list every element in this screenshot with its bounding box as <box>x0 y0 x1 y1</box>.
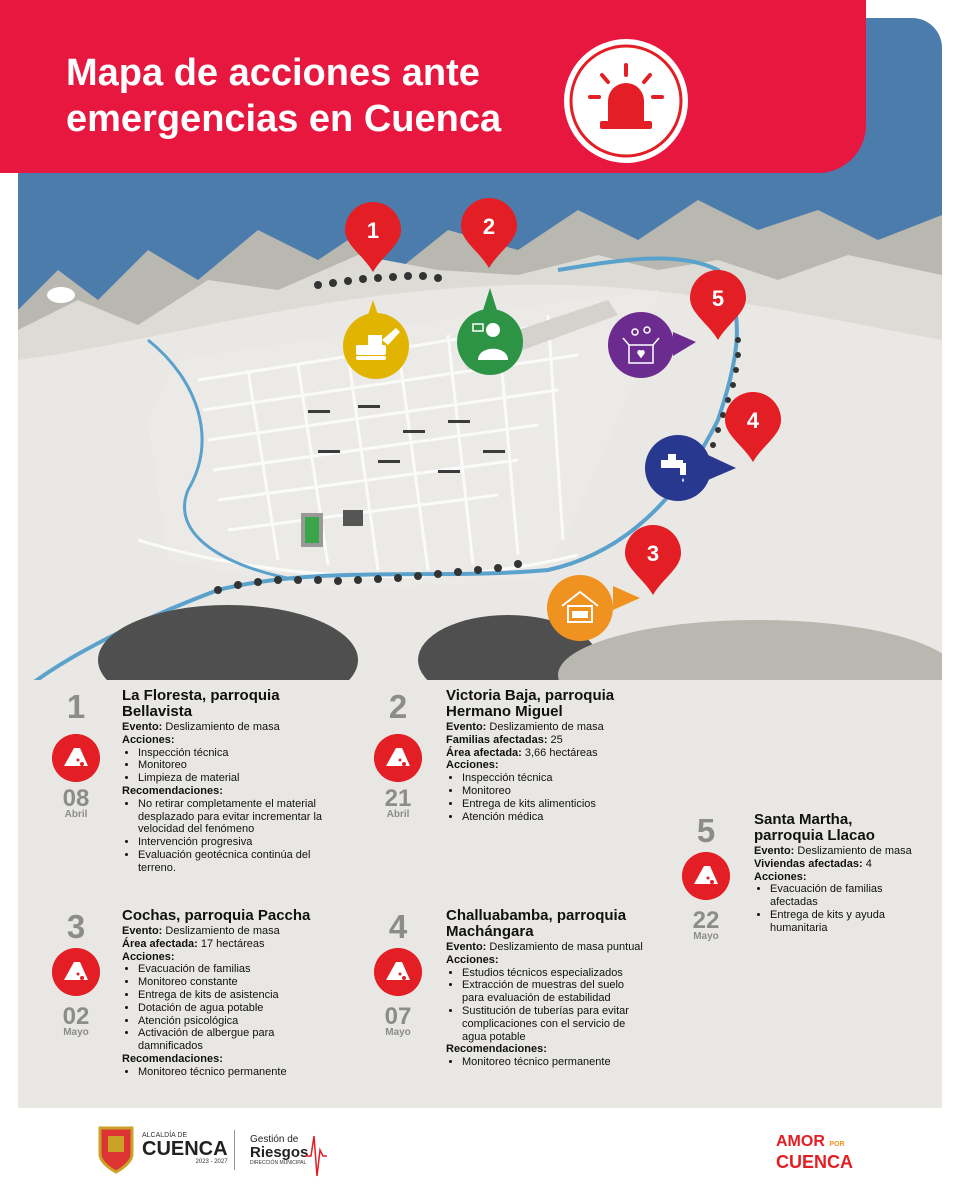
recomendaciones-list <box>446 1056 646 1069</box>
event-day: 07 <box>384 1003 412 1030</box>
event-title: La Floresta, parroquia Bellavista <box>122 687 280 720</box>
recomendaciones-label: Recomendaciones: <box>122 784 223 797</box>
event-line: Evento: Deslizamiento de masa <box>446 721 604 733</box>
alcaldia-small: ALCALDÍA DE <box>142 1132 188 1139</box>
event-number: 1 <box>66 688 86 725</box>
acciones-label: Acciones: <box>122 733 175 746</box>
landslide-icon <box>682 852 730 900</box>
event-line: Área afectada: 17 hectáreas <box>122 937 265 950</box>
list-item: • Monitoreo <box>462 785 646 798</box>
event-line: Evento: Deslizamiento de masa <box>122 925 280 937</box>
event-details <box>122 908 322 1079</box>
page-title: Mapa de acciones ante emergencias en Cuenca <box>66 52 502 140</box>
event-line: Área afectada: 3,66 hectáreas <box>446 746 598 759</box>
recomendaciones-list <box>122 798 337 875</box>
event-title: Challuabamba, parroquia Machángara <box>446 907 627 940</box>
event-number: 2 <box>388 688 408 725</box>
siren-icon <box>562 37 690 165</box>
event-day: 02 <box>62 1003 90 1030</box>
pin-4-number: 4 <box>746 408 760 433</box>
list-item: • Atención médica <box>462 811 646 824</box>
event-number: 5 <box>696 812 716 849</box>
acciones-list <box>754 883 924 934</box>
alcaldia-name: CUENCA <box>142 1138 228 1160</box>
recomendaciones-label: Recomendaciones: <box>122 1052 223 1065</box>
list-item: • Entrega de kits y ayuda humanitaria <box>770 909 924 935</box>
event-details <box>754 812 924 935</box>
list-item: • Atención psicológica <box>138 1015 322 1028</box>
event-details <box>446 688 646 823</box>
recomendaciones-list <box>122 1066 322 1079</box>
list-item: • Limpieza de material <box>138 772 337 785</box>
pin-3-number: 3 <box>646 541 660 566</box>
acciones-label: Acciones: <box>122 950 175 963</box>
landslide-icon <box>374 734 422 782</box>
amor-line1: AMOR <box>776 1133 825 1150</box>
event-month: Abril <box>64 809 88 820</box>
list-item: • Monitoreo técnico permanente <box>138 1066 322 1079</box>
coat-of-arms-icon <box>96 1124 136 1174</box>
event-line: Familias afectadas: 25 <box>446 733 563 746</box>
riesgos-line3: DIRECCIÓN MUNICIPAL <box>250 1160 307 1166</box>
acciones-label: Acciones: <box>446 953 499 966</box>
event-line: Viviendas afectadas: 4 <box>754 857 872 870</box>
amor-por: POR <box>829 1141 845 1148</box>
event-title: Cochas, parroquia Paccha <box>122 907 311 924</box>
list-item: • Monitoreo constante <box>138 976 322 989</box>
amor-por-cuenca-logo <box>776 1134 853 1171</box>
event-number: 4 <box>388 908 408 945</box>
alcaldia-logo <box>142 1132 228 1165</box>
recomendaciones-label: Recomendaciones: <box>446 1043 547 1056</box>
event-number: 3 <box>66 908 86 945</box>
list-item: • Monitoreo <box>138 759 337 772</box>
landslide-icon <box>52 948 100 996</box>
stadium <box>303 515 321 545</box>
event-month: Mayo <box>63 1027 89 1038</box>
event-line: Evento: Deslizamiento de masa <box>122 721 280 733</box>
acciones-label: Acciones: <box>446 759 499 772</box>
event-month: Abril <box>386 809 410 820</box>
landslide-icon <box>52 734 100 782</box>
list-item: • Evacuación de familias afectadas <box>770 883 924 909</box>
event-day: 22 <box>692 907 720 934</box>
event-details <box>446 908 646 1069</box>
event-day: 21 <box>384 785 412 812</box>
list-item: • Inspección técnica <box>138 747 337 760</box>
list-item: • Dotación de agua potable <box>138 1002 322 1015</box>
list-item: • Evacuación de familias <box>138 963 322 976</box>
list-item: • Entrega de kits de asistencia <box>138 989 322 1002</box>
list-item: • Extracción de muestras del suelo para evaluación de estabilidad <box>462 979 646 1005</box>
event-details <box>122 688 337 875</box>
riesgos-line2: Riesgos <box>250 1144 309 1161</box>
event-line: Evento: Deslizamiento de masa <box>754 845 912 857</box>
footer-divider <box>234 1130 235 1170</box>
event-month: Mayo <box>693 931 719 942</box>
acciones-label: Acciones: <box>754 870 807 883</box>
pulse-icon <box>305 1132 327 1180</box>
acciones-list <box>446 772 646 823</box>
event-line: Evento: Deslizamiento de masa puntual <box>446 941 643 953</box>
riesgos-line1: Gestión de <box>250 1134 299 1145</box>
city-map <box>18 160 942 680</box>
landslide-icon <box>374 948 422 996</box>
list-item: • Sustitución de tuberías para evitar complicaciones con el servicio de agua potable <box>462 1005 646 1043</box>
pin-1-number: 1 <box>366 218 380 243</box>
acciones-list <box>122 747 337 785</box>
list-item: • Intervención progresiva <box>138 836 337 849</box>
list-item: • Entrega de kits alimenticios <box>462 798 646 811</box>
amor-line2: CUENCA <box>776 1152 854 1172</box>
event-day: 08 <box>62 785 90 812</box>
list-item: • Evaluación geotécnica continúa del terreno. <box>138 849 337 875</box>
list-item: • No retirar completamente el material desplazado para evitar incrementar la velocidad del fenómeno <box>138 798 337 836</box>
pin-5-number: 5 <box>711 286 725 311</box>
alcaldia-period: 2023 - 2027 <box>195 1159 228 1165</box>
pin-2-number: 2 <box>482 214 496 239</box>
riesgos-logo <box>250 1134 308 1166</box>
acciones-list <box>122 963 322 1053</box>
list-item: • Monitoreo técnico permanente <box>462 1056 646 1069</box>
event-title: Santa Martha, parroquia Llacao <box>754 811 875 844</box>
list-item: • Estudios técnicos especializados <box>462 967 646 980</box>
event-month: Mayo <box>385 1027 411 1038</box>
list-item: • Activación de albergue para damnificados <box>138 1027 322 1053</box>
acciones-list <box>446 967 646 1044</box>
list-item: • Inspección técnica <box>462 772 646 785</box>
cloud <box>47 287 75 303</box>
event-title: Victoria Baja, parroquia Hermano Miguel <box>446 687 615 720</box>
